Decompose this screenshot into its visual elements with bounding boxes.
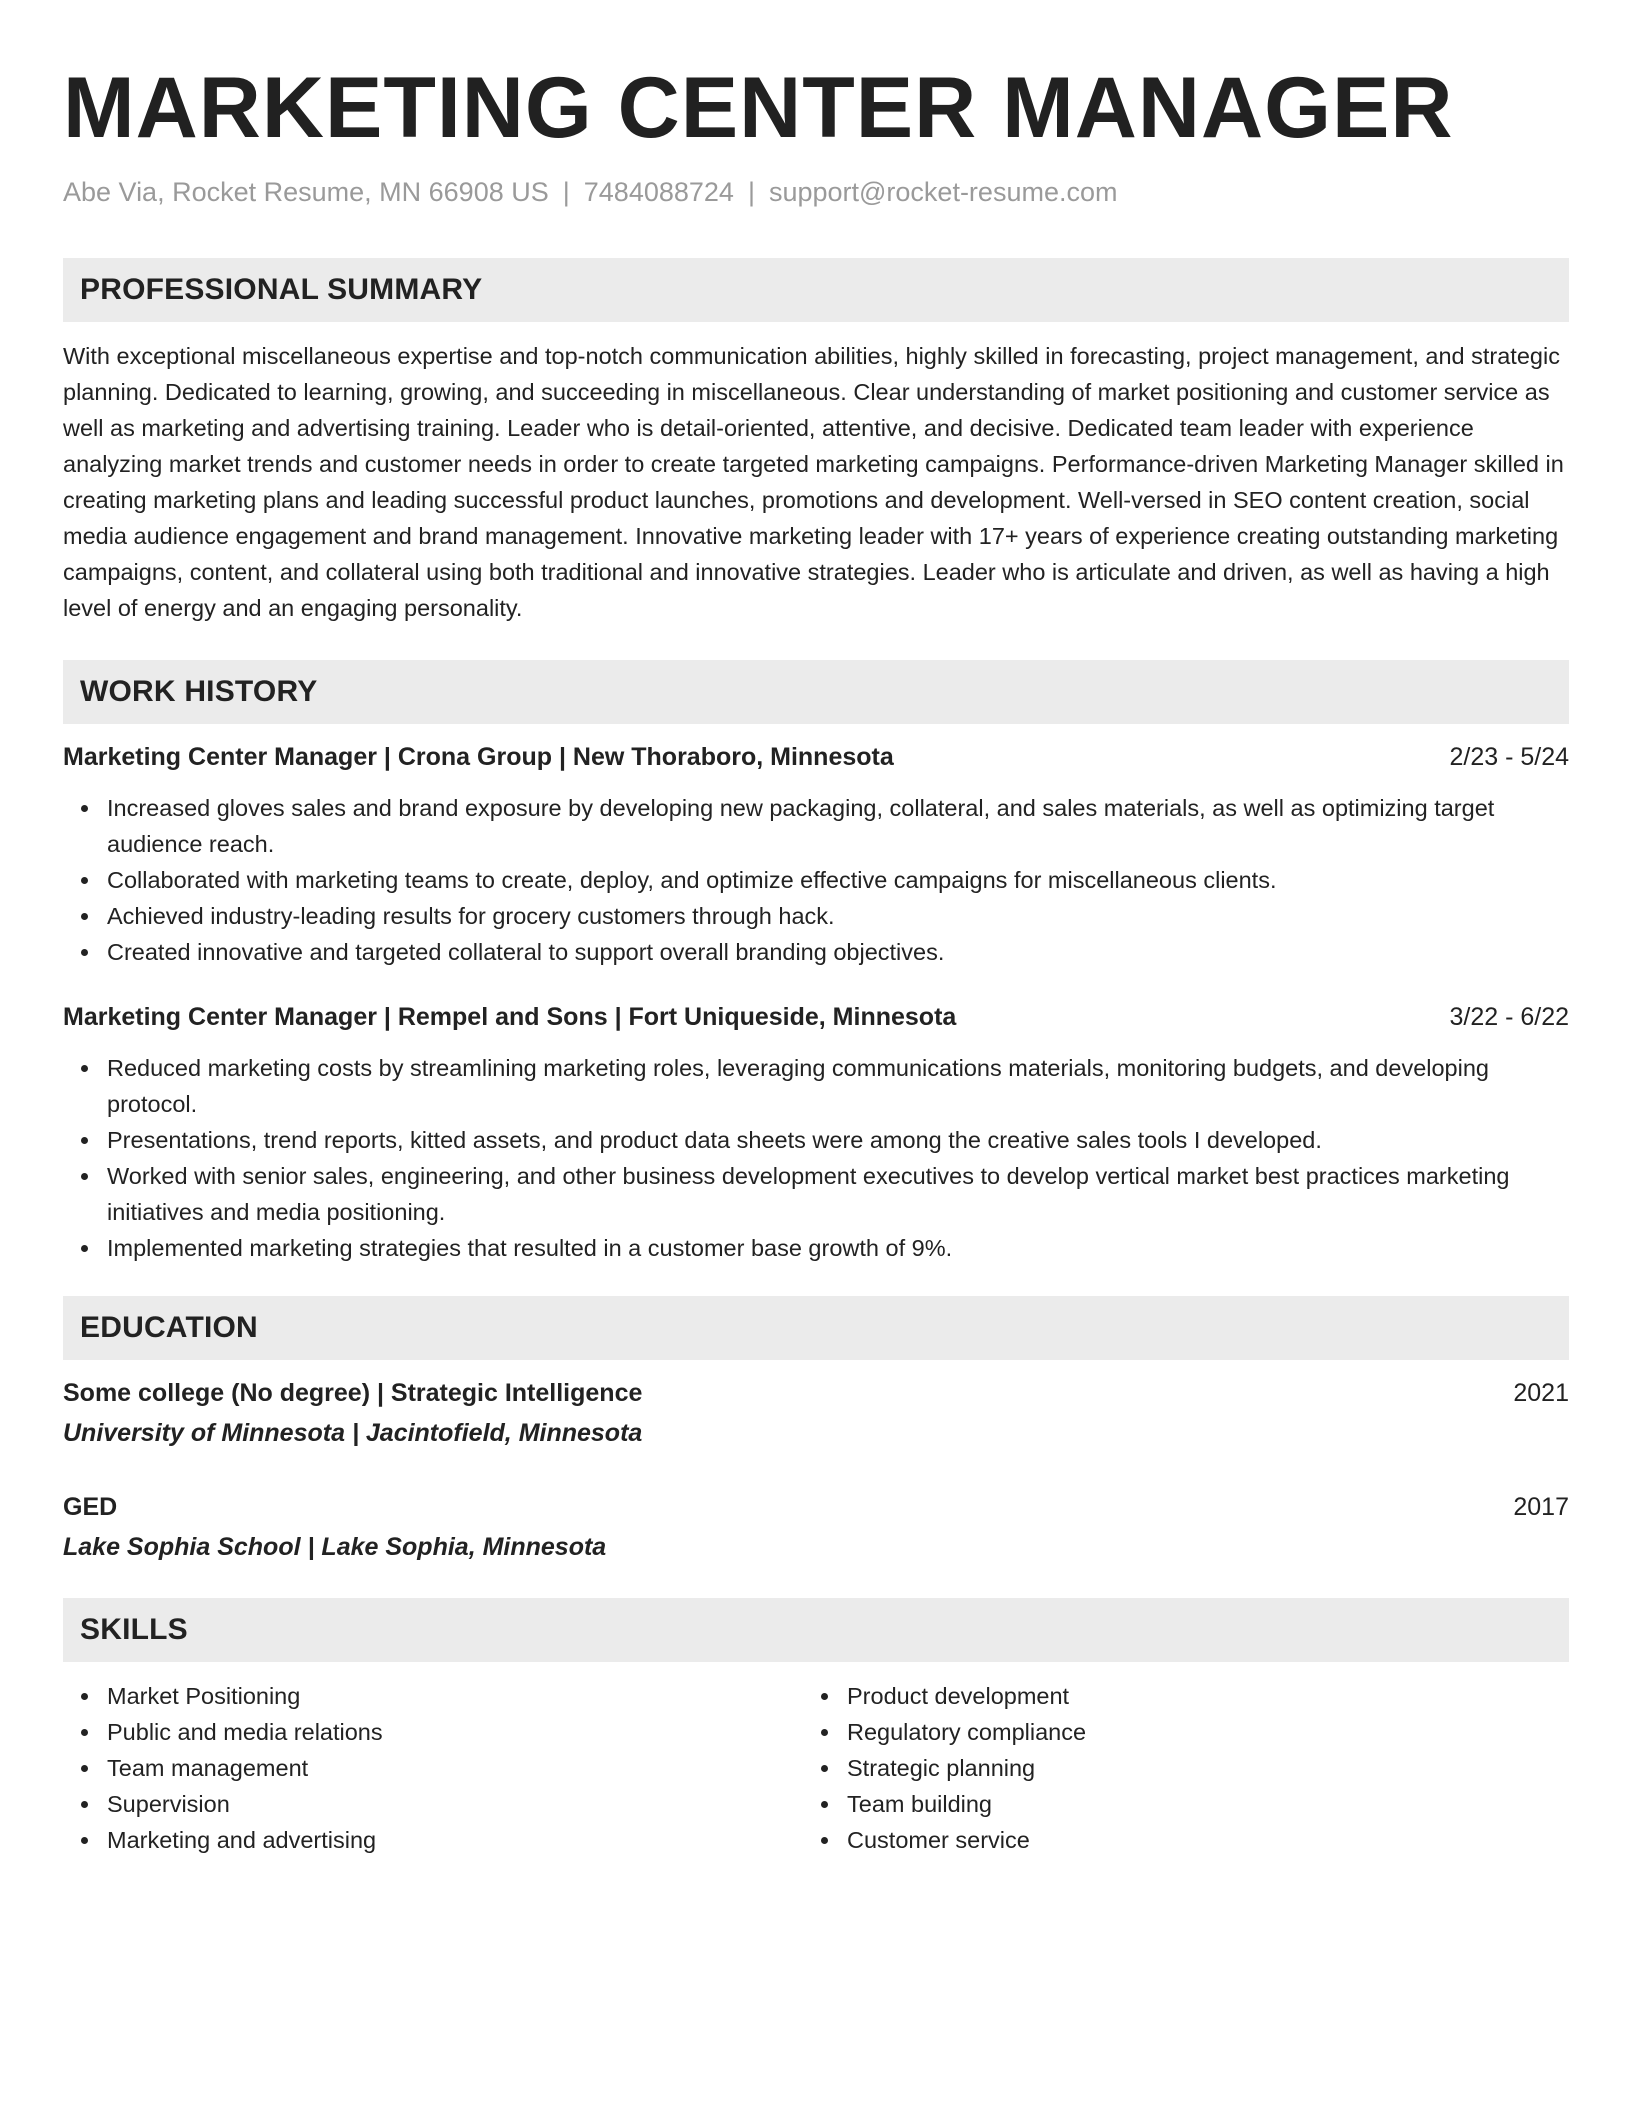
skill-item: Customer service xyxy=(803,1822,1569,1858)
skill-item: Supervision xyxy=(63,1786,803,1822)
education-header xyxy=(63,1490,1569,1524)
job-bullet: Reduced marketing costs by streamlining marketing roles, leveraging communications materials, monitoring budgets, and developing protocol. xyxy=(63,1050,1569,1122)
skill-item: Team management xyxy=(63,1750,803,1786)
job-bullet: Collaborated with marketing teams to create, deploy, and optimize effective campaigns for miscellaneous clients. xyxy=(63,862,1569,898)
education-degree: Some college (No degree) | Strategic Intelligence xyxy=(63,1379,643,1407)
education-entry xyxy=(63,1376,1569,1450)
job-bullet: Achieved industry-leading results for grocery customers through hack. xyxy=(63,898,1569,934)
contact-address: Abe Via, Rocket Resume, MN 66908 US xyxy=(63,177,549,207)
education-year: 2021 xyxy=(1513,1379,1569,1407)
job-bullet: Presentations, trend reports, kitted assets, and product data sheets were among the creative sales tools I developed. xyxy=(63,1122,1569,1158)
job-bullet: Increased gloves sales and brand exposure by developing new packaging, collateral, and sales materials, as well as optimizing target audience reach. xyxy=(63,790,1569,862)
job-dates: 2/23 - 5/24 xyxy=(1449,743,1569,771)
skill-item: Market Positioning xyxy=(63,1678,803,1714)
section-heading-work-history: WORK HISTORY xyxy=(63,660,1569,724)
skill-item: Product development xyxy=(803,1678,1569,1714)
skill-item: Public and media relations xyxy=(63,1714,803,1750)
skills-list xyxy=(63,1678,803,1858)
job-bullet: Created innovative and targeted collateral to support overall branding objectives. xyxy=(63,934,1569,970)
education-school: University of Minnesota | Jacintofield, Minnesota xyxy=(63,1419,643,1447)
job-dates: 3/22 - 6/22 xyxy=(1449,1003,1569,1031)
skill-item: Team building xyxy=(803,1786,1569,1822)
contact-line xyxy=(63,176,1569,208)
education-year: 2017 xyxy=(1513,1493,1569,1521)
resume-name-title: MARKETING CENTER MANAGER xyxy=(63,60,1454,156)
job-bullet-list xyxy=(63,1050,1569,1266)
education-degree: GED xyxy=(63,1493,118,1521)
skills-list xyxy=(803,1678,1569,1858)
contact-separator: | xyxy=(747,177,755,207)
contact-phone: 7484088724 xyxy=(583,177,734,207)
section-heading-summary: PROFESSIONAL SUMMARY xyxy=(63,258,1569,322)
skill-item: Strategic planning xyxy=(803,1750,1569,1786)
skills-column-left xyxy=(63,1678,803,1858)
section-heading-education: EDUCATION xyxy=(63,1296,1569,1360)
education-school: Lake Sophia School | Lake Sophia, Minnesota xyxy=(63,1533,607,1561)
job-title: Marketing Center Manager | Crona Group | New Thoraboro, Minnesota xyxy=(63,743,894,771)
education-entry xyxy=(63,1490,1569,1564)
job-bullet: Implemented marketing strategies that resulted in a customer base growth of 9%. xyxy=(63,1230,1569,1266)
job-title: Marketing Center Manager | Rempel and Sons | Fort Uniqueside, Minnesota xyxy=(63,1003,957,1031)
skills-columns xyxy=(63,1678,1569,1858)
job-bullet: Worked with senior sales, engineering, and other business development executives to develop vertical market best practices marketing initiatives and media positioning. xyxy=(63,1158,1569,1230)
section-heading-skills: SKILLS xyxy=(63,1598,1569,1662)
job-header xyxy=(63,740,1569,774)
summary-text: With exceptional miscellaneous expertise and top-notch communication abilities, highly skilled in forecasting, project management, and strategic planning. Dedicated to learning, growing, and succeeding in miscellaneous. Clear understanding of market positioning and customer service as well as marketing and advertising training. Leader who is detail-oriented, attentive, and decisive. Dedicated team leader with experience analyzing market trends and customer needs in order to create targeted marketing campaigns. Performance-driven Marketing Manager skilled in creating marketing plans and leading successful product launches, promotions and development. Well-versed in SEO content creation, social media audience engagement and brand management. Innovative marketing leader with 17+ years of experience creating outstanding marketing campaigns, content, and collateral using both traditional and innovative strategies. Leader who is articulate and driven, as well as having a high level of energy and an engaging personality. xyxy=(63,343,1564,621)
job-header xyxy=(63,1000,1569,1034)
skill-item: Marketing and advertising xyxy=(63,1822,803,1858)
skill-item: Regulatory compliance xyxy=(803,1714,1569,1750)
contact-email: support@rocket-resume.com xyxy=(768,177,1118,207)
skills-column-right xyxy=(803,1678,1569,1858)
education-header xyxy=(63,1376,1569,1410)
contact-separator: | xyxy=(562,177,570,207)
job-bullet-list xyxy=(63,790,1569,970)
